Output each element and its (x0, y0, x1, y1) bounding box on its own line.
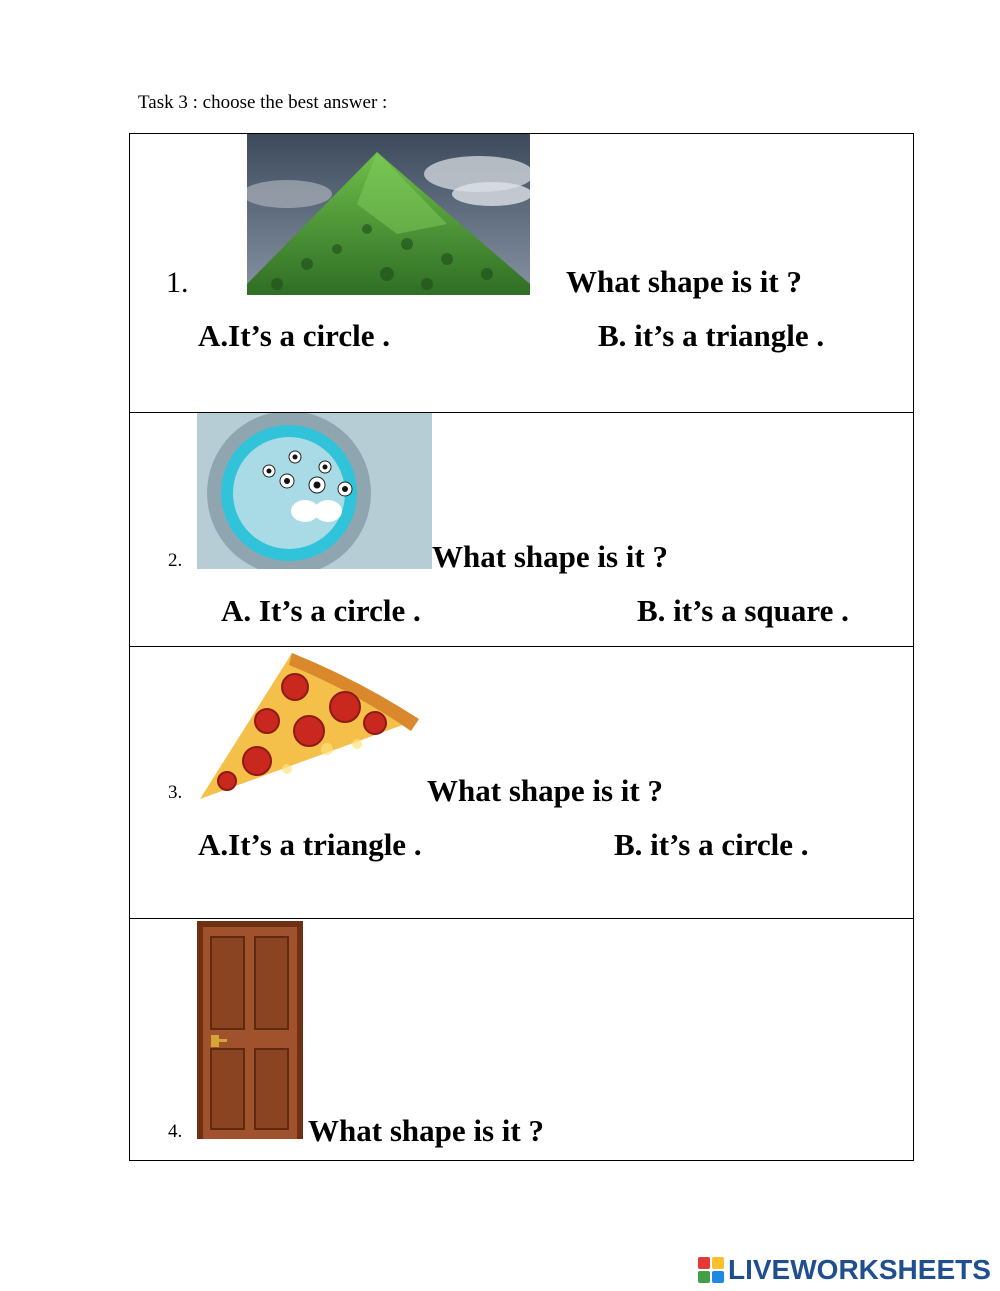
question-row-4 (130, 918, 913, 1162)
round-cake-picture (197, 413, 432, 569)
question-row-2 (130, 412, 913, 646)
question-text: What shape is it ? (427, 773, 663, 808)
question-row-3 (130, 646, 913, 918)
pizza-slice-picture (197, 649, 419, 801)
mountain-picture (247, 134, 530, 295)
question-text: What shape is it ? (308, 1113, 544, 1148)
option-b[interactable]: B. it’s a square . (637, 593, 849, 628)
question-text: What shape is it ? (432, 539, 668, 574)
question-number: 4. (168, 1121, 183, 1142)
option-a[interactable]: A. It’s a circle . (221, 593, 421, 628)
option-a[interactable]: A.It’s a circle . (198, 318, 390, 353)
questions-table (129, 133, 914, 1161)
liveworksheets-logo (698, 1255, 991, 1285)
logo-blocks-icon (698, 1257, 724, 1283)
door-picture (197, 921, 303, 1139)
question-number: 2. (168, 550, 183, 571)
option-a[interactable]: A.It’s a triangle . (198, 827, 422, 862)
question-number: 1. (166, 266, 189, 299)
question-row-1 (130, 134, 913, 412)
question-number: 3. (168, 782, 183, 803)
option-b[interactable]: B. it’s a triangle . (598, 318, 825, 353)
logo-text: LIVEWORKSHEETS (728, 1254, 991, 1285)
task-title: Task 3 : choose the best answer : (138, 92, 388, 113)
question-text: What shape is it ? (566, 264, 802, 299)
option-b[interactable]: B. it’s a circle . (614, 827, 809, 862)
